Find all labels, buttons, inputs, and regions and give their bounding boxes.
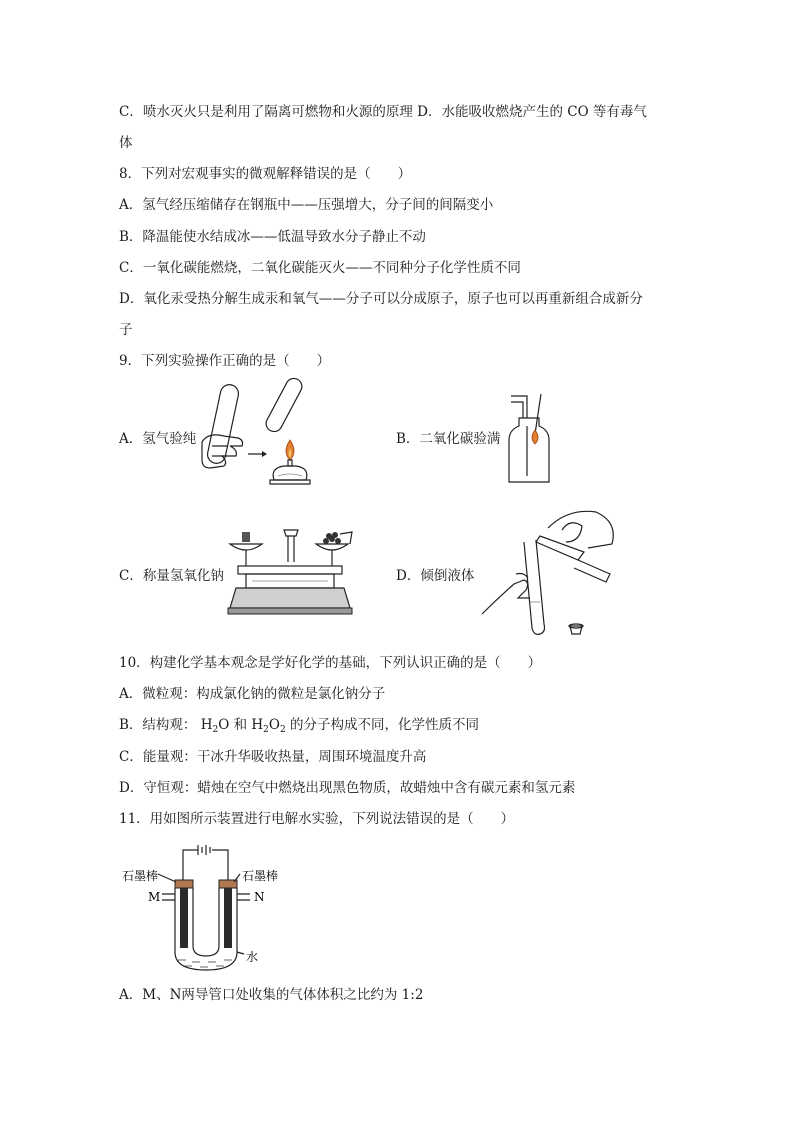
q10-option-d: D．守恒观：蜡烛在空气中燃烧出现黑色物质，故蜡烛中含有碳元素和氢元素 (119, 780, 576, 796)
q7-option-d-continuation: 体 (119, 135, 133, 151)
q8-option-d: D．氧化汞受热分解生成汞和氧气——分子可以分成原子，原子也可以再重新组合成新分 (119, 291, 643, 307)
q8-stem: 8．下列对宏观事实的微观解释错误的是（ ） (119, 166, 412, 182)
q8-option-a: A．氢气经压缩储存在钢瓶中——压强增大，分子间的间隔变小 (119, 197, 494, 213)
q11-option-a: A．M、N两导管口处收集的气体体积之比约为 1:2 (119, 987, 424, 1003)
q9-stem: 9．下列实验操作正确的是（ ） (119, 353, 331, 369)
q9-figure-c-balance-scale (228, 526, 358, 621)
left-electrode-label: 石墨棒 (122, 869, 159, 883)
q9-option-d-label: D．倾倒液体 (396, 568, 475, 584)
q9-option-b-label: B．二氧化碳验满 (396, 431, 501, 447)
q9-option-c-label: C．称量氢氧化钠 (119, 568, 224, 584)
q10-option-b-formulas: $H_2O$ 和 $H_2O_2$ (200, 717, 286, 735)
outlet-m-label: M (148, 890, 161, 904)
q10-stem: 10．构建化学基本观念是学好化学的基础，下列认识正确的是（ ） (119, 655, 542, 671)
q11-electrolysis-apparatus (118, 842, 298, 978)
q10-option-a: A．微粒观：构成氯化钠的微粒是氯化钠分子 (119, 686, 386, 702)
q9-figure-d-pouring-liquid (478, 502, 628, 642)
q8-option-b: B．降温能使水结成冰——低温导致水分子静止不动 (119, 229, 426, 245)
q10-option-c: C．能量观：干冰升华吸收热量，周围环境温度升高 (119, 749, 427, 765)
q9-figure-a-hydrogen-test (198, 380, 318, 492)
q9-option-a-label: A．氢气验纯 (119, 431, 197, 447)
outlet-n-label: N (254, 890, 265, 904)
water-label: 水 (246, 950, 259, 964)
q10-option-b-suffix: 的分子构成不同，化学性质不同 (290, 717, 480, 733)
right-electrode-label: 石墨棒 (242, 869, 279, 883)
q7-option-c-d-line: C．喷水灭火只是利用了隔离可燃物和火源的原理 D．水能吸收燃烧产生的 CO 等有毒气 (119, 104, 647, 120)
q9-figure-b-co2-full-test (505, 390, 565, 490)
q8-option-d-continuation: 子 (119, 322, 133, 338)
q11-stem: 11．用如图所示装置进行电解水实验，下列说法错误的是（ ） (119, 811, 515, 827)
q8-option-c: C．一氧化碳能燃烧，二氧化碳能灭火——不同种分子化学性质不同 (119, 260, 521, 276)
q10-option-b (119, 715, 479, 740)
q10-option-b-prefix: B．结构观： (119, 717, 197, 733)
